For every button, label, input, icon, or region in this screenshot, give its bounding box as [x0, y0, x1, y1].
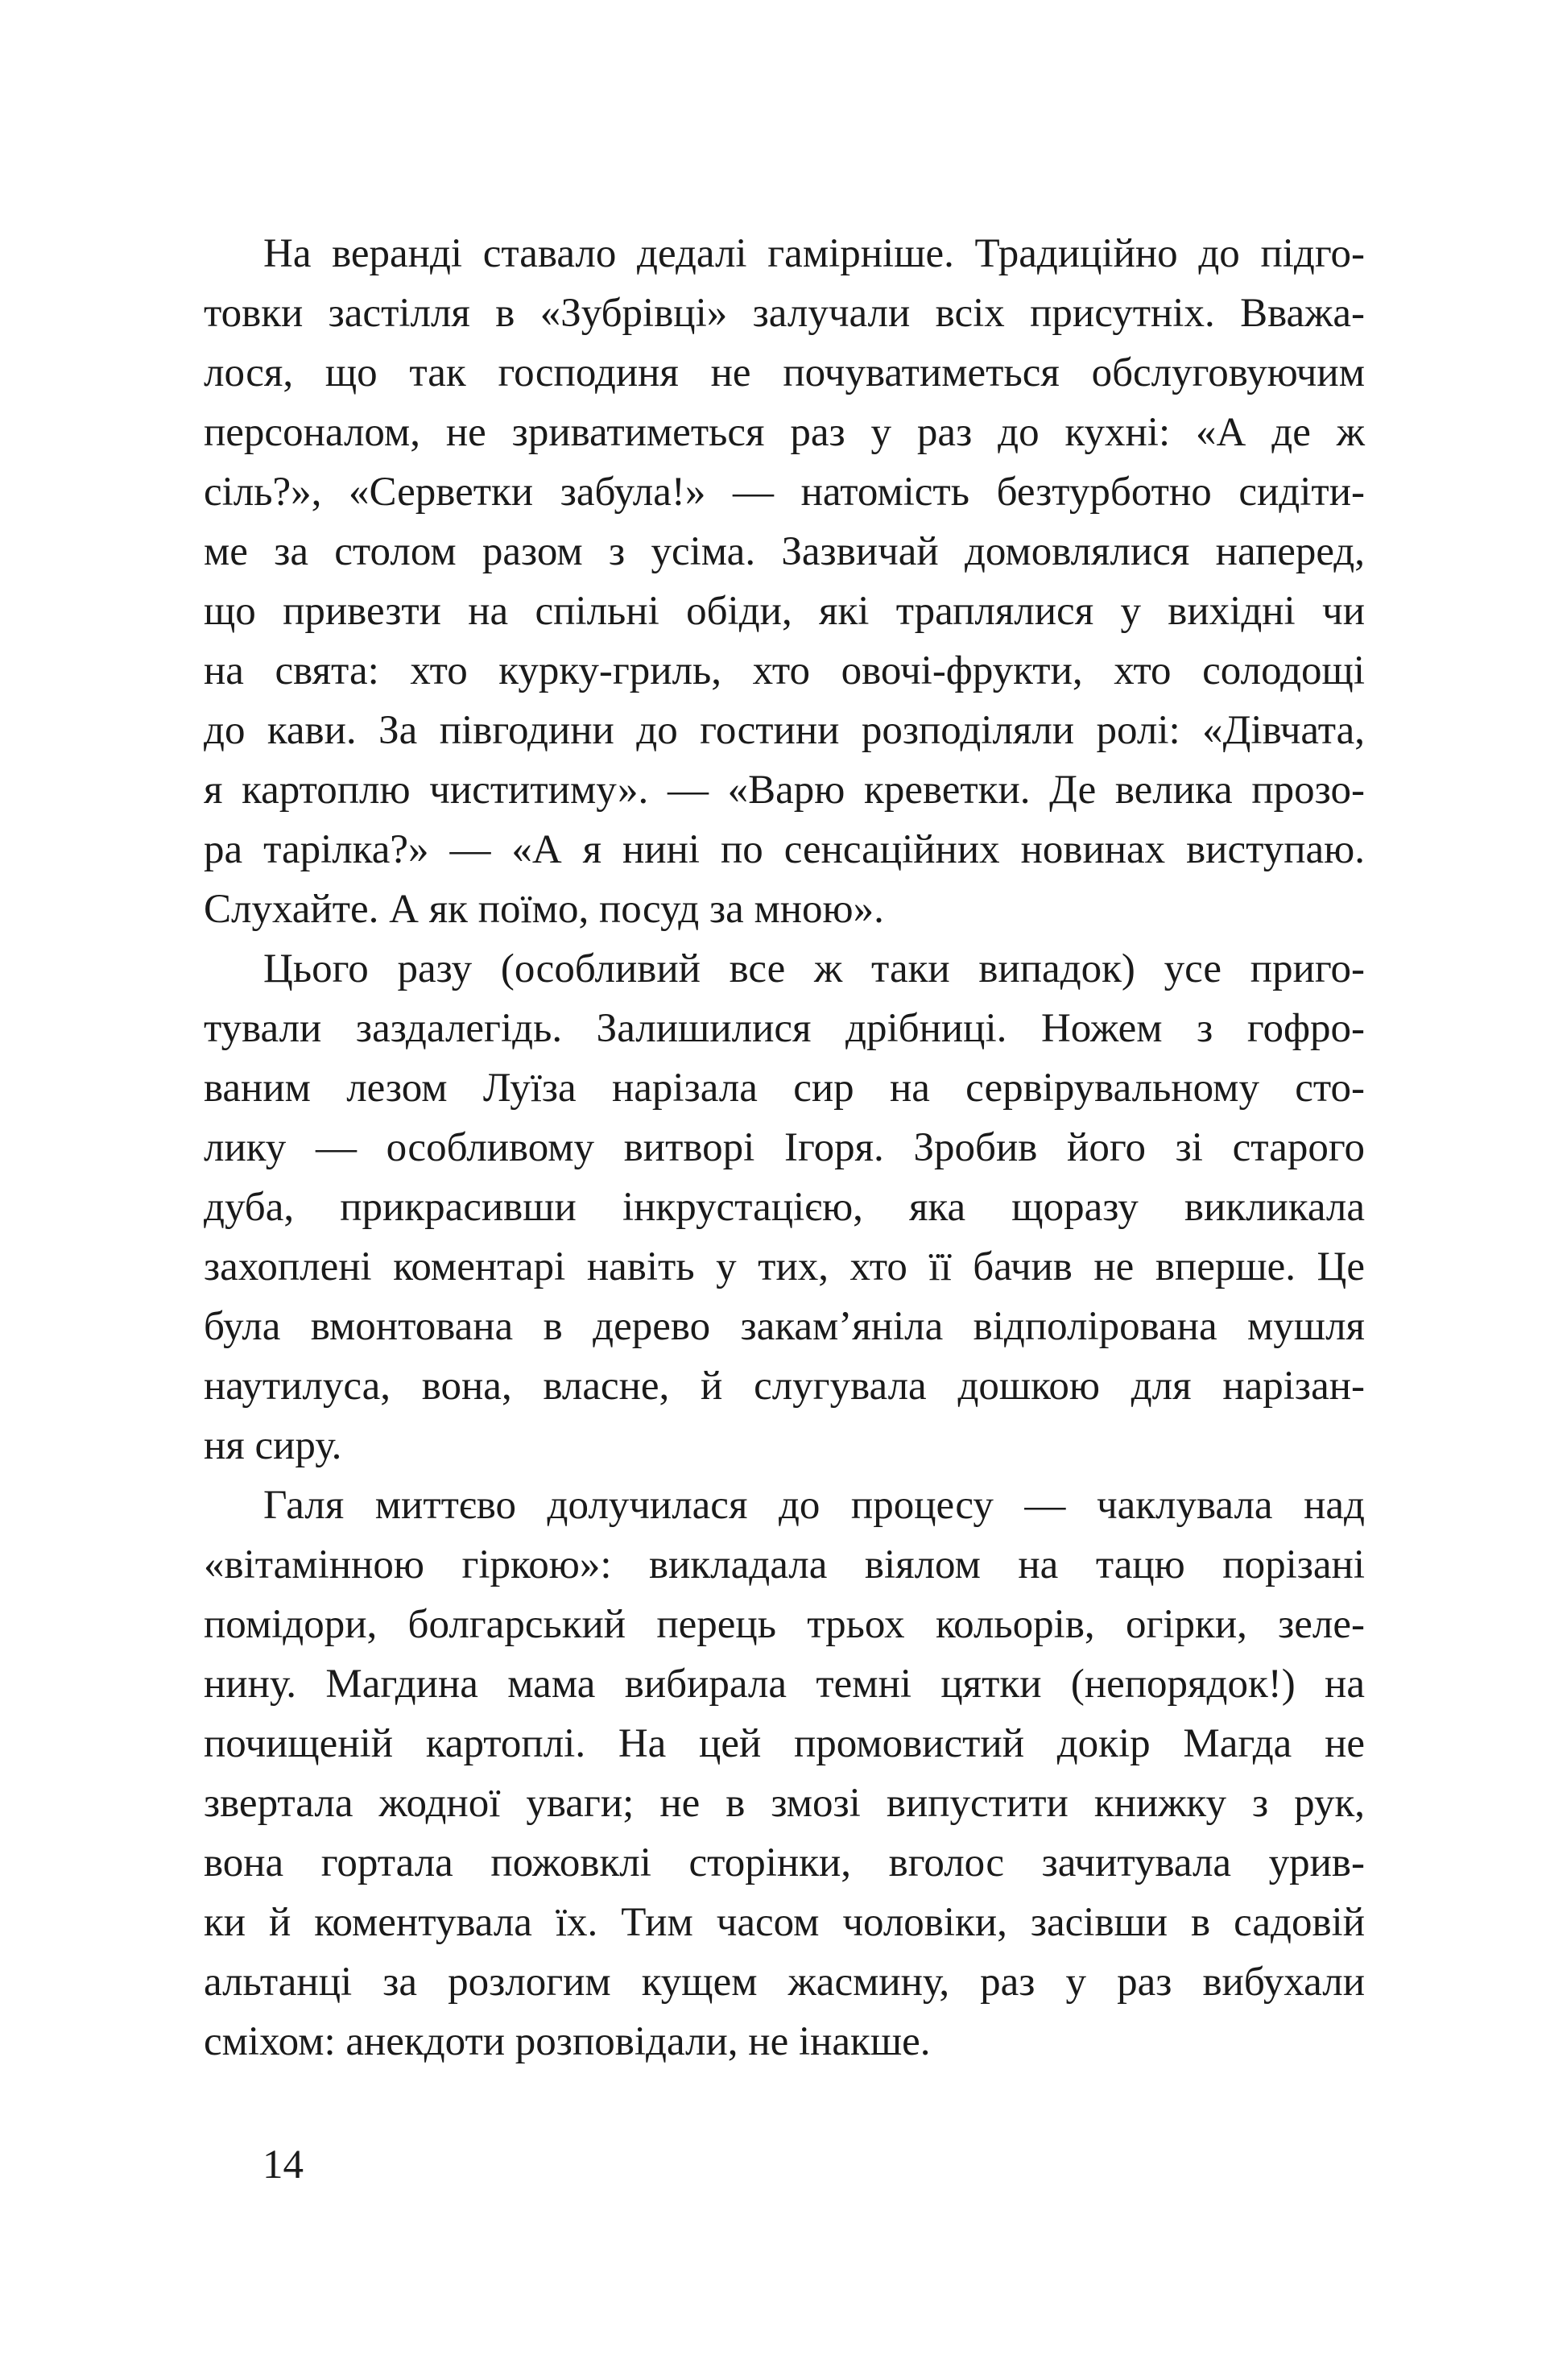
body-text [204, 224, 1365, 2072]
text-line: до кави. За півгодини до гостини розподіляли ролі: «Дівчата, [204, 708, 1365, 753]
text-line: нину. Магдина мама вибирала темні цятки (непорядок!) на [204, 1662, 1365, 1707]
text-line: звертала жодної уваги; не в змозі випустити книжку з рук, [204, 1781, 1365, 1826]
text-line: помідори, болгарський перець трьох кольорів, огірки, зеле- [204, 1602, 1365, 1647]
text-line: На веранді ставало дедалі гамірніше. Традиційно до підго- [263, 231, 1365, 276]
text-line: вона гортала пожовклі сторінки, вголос зачитувала урив- [204, 1840, 1365, 1885]
paragraph [204, 224, 1365, 939]
text-line: ня сиру. [204, 1423, 342, 1468]
text-line: була вмонтована в дерево закам’яніла відполірована мушля [204, 1304, 1365, 1349]
text-line: лику — особливому витворі Ігоря. Зробив його зі старого [204, 1125, 1365, 1170]
text-line: дуба, прикрасивши інкрустацією, яка щоразу викликала [204, 1185, 1365, 1230]
text-line: тували заздалегідь. Залишилися дрібниці. Ножем з гофро- [204, 1006, 1365, 1051]
paragraph [204, 1476, 1365, 2072]
text-line: що привезти на спільні обіди, які траплялися у вихідні чи [204, 589, 1365, 634]
text-line: персоналом, не зриватиметься раз у раз до кухні: «А де ж [204, 410, 1365, 455]
text-line: товки застілля в «Зубрівці» залучали всіх присутніх. Вважа- [204, 291, 1365, 336]
page-number: 14 [262, 2142, 304, 2188]
text-line: лося, що так господиня не почуватиметься обслуговуючим [204, 350, 1365, 395]
text-line: Галя миттєво долучилася до процесу — чаклувала над [263, 1483, 1365, 1528]
text-line: ки й коментувала їх. Тим часом чоловіки, засівши в садовій [204, 1900, 1365, 1945]
text-line: «вітамінною гіркою»: викладала віялом на тацю порізані [204, 1542, 1365, 1587]
text-line: альтанці за розлогим кущем жасмину, раз у раз вибухали [204, 1960, 1365, 2005]
text-line: почищеній картоплі. На цей промовистий докір Магда не [204, 1721, 1365, 1766]
text-line: ра тарілка?» — «А я нині по сенсаційних новинах виступаю. [204, 827, 1365, 872]
text-line: сіль?», «Серветки забула!» — натомість безтурботно сидіти- [204, 470, 1365, 515]
text-line: на свята: хто курку-гриль, хто овочі-фрукти, хто солодощі [204, 648, 1365, 693]
text-line: я картоплю чиститиму». — «Варю креветки. Де велика прозо- [204, 768, 1365, 813]
text-line: сміхом: анекдоти розповідали, не інакше. [204, 2019, 931, 2064]
text-line: Цього разу (особливий все ж таки випадок) усе приго- [263, 946, 1365, 991]
text-line: Слухайте. А як поїмо, посуд за мною». [204, 887, 884, 932]
paragraph [204, 939, 1365, 1476]
text-line: наутилуса, вона, власне, й слугувала дошкою для нарізан- [204, 1364, 1365, 1409]
text-line: ме за столом разом з усіма. Зазвичай домовлялися наперед, [204, 529, 1365, 574]
text-line: ваним лезом Луїза нарізала сир на сервірувальному сто- [204, 1066, 1365, 1111]
text-line: захоплені коментарі навіть у тих, хто її бачив не вперше. Це [204, 1244, 1365, 1289]
